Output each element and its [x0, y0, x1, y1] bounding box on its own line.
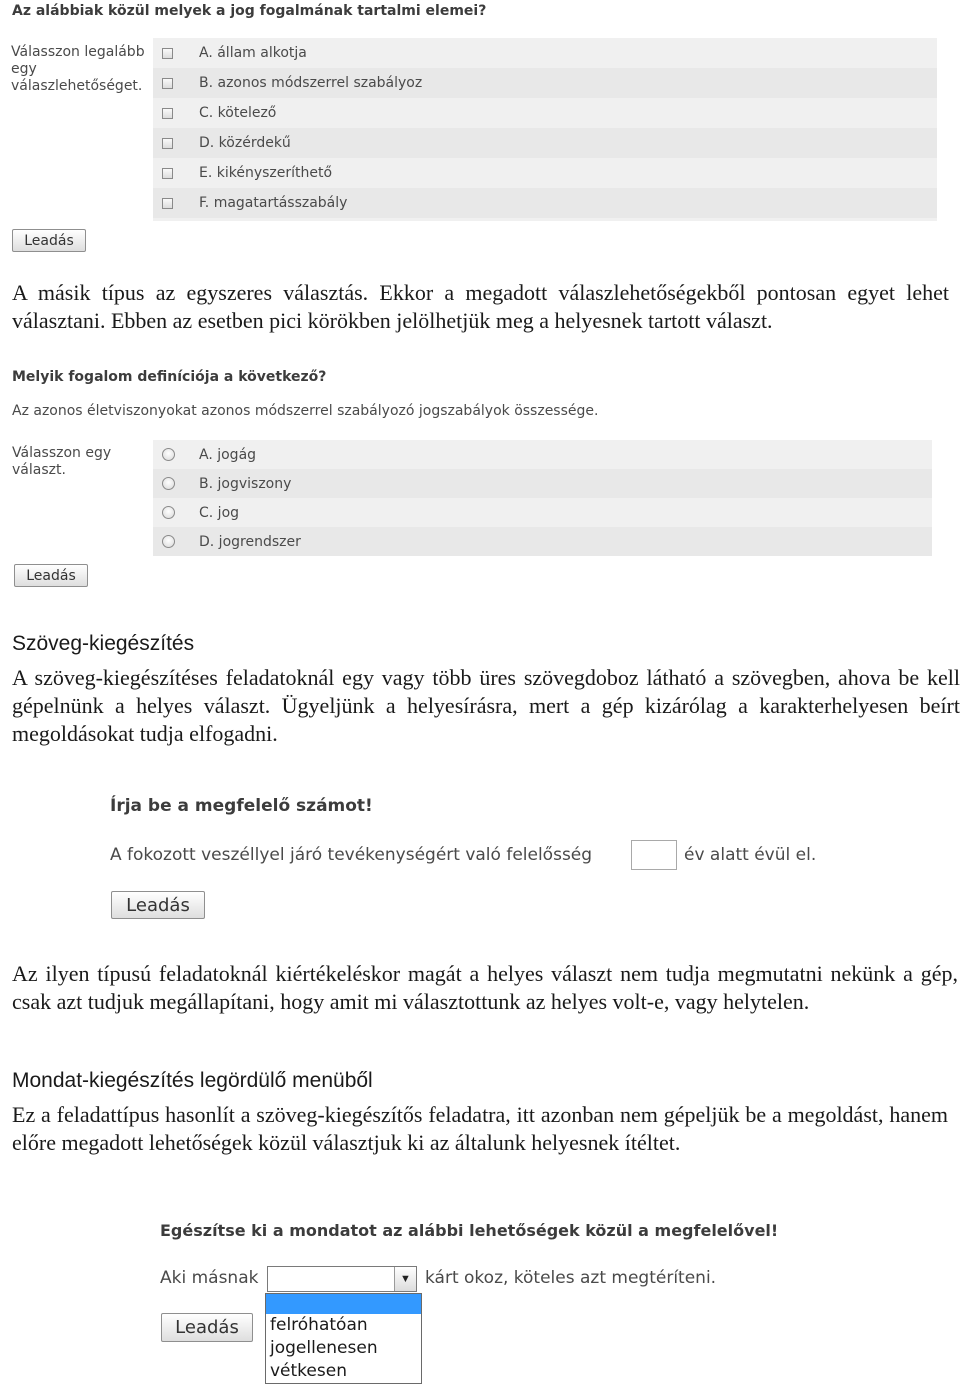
checkbox[interactable]	[162, 48, 173, 59]
q2-options-panel	[153, 440, 932, 556]
q3-answer-input[interactable]	[631, 840, 677, 870]
q3-sentence-before: A fokozott veszéllyel járó tevékenységért való felelősség	[110, 845, 593, 865]
option-label: A. állam alkotja	[199, 45, 307, 61]
paragraph: Az ilyen típusú feladatoknál kiértékeléskor magát a helyes választ nem tudja megmutatni nekünk a gép, csak azt tudjuk megállapítani, hogy amit mi választottunk az helyes volt-e, vagy helytelen.	[12, 961, 958, 1014]
q1-option[interactable]	[153, 188, 937, 218]
option-label: C. jog	[199, 504, 240, 521]
paragraph: Ez a feladattípus hasonlít a szöveg-kiegészítős feladatra, itt azonban nem gépeljük be a megoldást, hanem előre megadott lehetőségek közül választjuk ki az általunk helyesnek ítéltet.	[12, 1102, 948, 1155]
q2-option[interactable]	[153, 498, 932, 527]
section-heading: Mondat-kiegészítés legördülő menüből	[12, 1069, 373, 1092]
paragraph: A másik típus az egyszeres választás. Ekkor a megadott válaszlehetőségekből pontosan egyet lehet választani. Ebben az esetben pici körökben jelölhetjük meg a helyesnek tartott választ.	[12, 280, 949, 333]
radio-button[interactable]	[162, 448, 175, 461]
section-heading: Szöveg-kiegészítés	[12, 632, 195, 655]
q2-option[interactable]	[153, 469, 932, 498]
dropdown-option[interactable]: jogellenesen	[270, 1338, 378, 1358]
q1-option[interactable]	[153, 68, 937, 98]
option-label: D. jogrendszer	[199, 533, 301, 550]
paragraph: A szöveg-kiegészítéses feladatoknál egy vagy több üres szövegdoboz látható a szövegben, ahova be kell gépelnünk a helyes választ. Ügyeljünk a helyesírásra, mert a gép kizárólag a karakterhelyesen beírt megoldásokat tudja elfogadni.	[12, 665, 960, 746]
option-label: A. jogág	[199, 446, 257, 463]
radio-button[interactable]	[162, 535, 175, 548]
q3-sentence-after: év alatt évül el.	[684, 845, 817, 865]
radio-button[interactable]	[162, 506, 175, 519]
q2-question: Melyik fogalom definíciója a következő?	[12, 369, 327, 385]
q1-question: Az alábbiak közül melyek a jog fogalmának tartalmi elemei?	[12, 3, 487, 19]
q2-option[interactable]	[153, 440, 932, 469]
q3-submit-button[interactable]: Leadás	[111, 891, 205, 919]
option-label: B. jogviszony	[199, 475, 292, 492]
option-label: D. közérdekű	[199, 135, 291, 151]
radio-button[interactable]	[162, 477, 175, 490]
q2-submit-button[interactable]: Leadás	[14, 564, 88, 587]
q1-option[interactable]	[153, 158, 937, 188]
chevron-down-icon[interactable]: ▼	[394, 1267, 416, 1291]
dropdown-option[interactable]: felróhatóan	[270, 1315, 368, 1335]
q4-sentence-before: Aki másnak	[160, 1268, 259, 1288]
q1-option[interactable]	[153, 98, 937, 128]
option-label: E. kikényszeríthető	[199, 165, 333, 181]
checkbox[interactable]	[162, 198, 173, 209]
q3-prompt: Írja be a megfelelő számot!	[110, 796, 373, 816]
q1-option[interactable]	[153, 128, 937, 158]
checkbox[interactable]	[162, 108, 173, 119]
option-label: B. azonos módszerrel szabályoz	[199, 75, 423, 91]
q2-option[interactable]	[153, 527, 932, 556]
q4-submit-button[interactable]: Leadás	[161, 1313, 253, 1342]
highlighted-empty-option[interactable]	[266, 1294, 421, 1314]
q4-dropdown-list	[265, 1293, 422, 1384]
q1-options-panel	[153, 38, 937, 221]
q2-definition: Az azonos életviszonyokat azonos módszerrel szabályozó jogszabályok összessége.	[12, 403, 599, 419]
checkbox[interactable]	[162, 138, 173, 149]
q4-sentence-after: kárt okoz, köteles azt megtéríteni.	[425, 1268, 717, 1288]
q4-answer-select[interactable]	[267, 1266, 417, 1292]
q2-instruction: Válasszon egy választ.	[12, 445, 112, 478]
q1-option[interactable]	[153, 38, 937, 68]
option-label: F. magatartásszabály	[199, 195, 348, 211]
option-label: C. kötelező	[199, 105, 277, 121]
q1-submit-button[interactable]: Leadás	[12, 229, 86, 252]
q4-prompt: Egészítse ki a mondatot az alábbi lehetőségek közül a megfelelővel!	[160, 1221, 779, 1240]
checkbox[interactable]	[162, 78, 173, 89]
dropdown-option[interactable]: vétkesen	[270, 1361, 347, 1381]
q1-instruction: Válasszon legalább egy válaszlehetőséget.	[11, 44, 145, 94]
checkbox[interactable]	[162, 168, 173, 179]
